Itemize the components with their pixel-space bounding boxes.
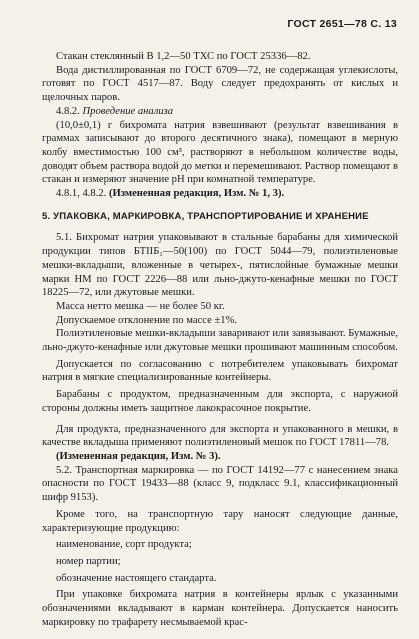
paragraph-export-bags: Для продукта, предназначенного для экспорта и упакованного в мешки, в качестве вкладыша применяют полиэтиленовый мешок по ГОСТ 17811—78. [42,423,398,449]
paragraph-bag-sealing: Полиэтиленовые мешки-вкладыши заваривают или завязывают. Бумажные, льно-джуто-кенафные или джутовые мешки прошивают машинным способом. [42,328,398,354]
paragraph-mass-tolerance: Допускаемое отклонение по массе ±1%. [56,314,238,326]
subsection-title: Проведение анализа [82,105,174,117]
page-header: ГОСТ 2651—78 С. 13 [287,18,397,30]
subsection-4-8-2 [42,105,398,119]
revision-clauses: 4.8.1, 4.8.2. [56,188,107,200]
paragraph-5-1-packaging: 5.1. Бихромат натрия упаковывают в стальные барабаны для химической продукции типов БТIIБ₁—50(100) по ГОСТ 5044—79, полиэтиленовые мешки-вкладыши, вложенные в четырех-, пятислойные бумажные мешки марки НМ по ГОСТ 2226—88 или льно-джуто-кенафные мешки по ГОСТ 18225—72, или джутовые мешки. [42,232,398,299]
paragraph-containers: Допускается по согласованию с потребителем упаковывать бихромат натрия в мягкие специализированные контейнеры. [42,358,398,384]
revision-text: (Измененная редакция, Изм. № 1, 3). [108,188,285,200]
paragraph-container-label: При упаковке бихромата натрия в контейнеры ярлык с указанными обозначениями вкладывают в карман контейнера. Допускается наносить маркировку по трафарету несмываемой крас- [42,589,398,628]
list-item-standard-designation: обозначение настоящего стандарта. [56,572,217,584]
paragraph-marking-data: Кроме того, на транспортную тару наносят следующие данные, характеризующие продукцию: [42,508,398,534]
revision-note-4-8 [42,187,398,201]
revision-note-5-1: (Измененная редакция, Изм. № 3). [56,450,221,462]
paragraph-export-drums: Барабаны с продуктом, предназначенным для экспорта, с наружной стороны должны иметь защитное лакокрасочное покрытие. [42,389,398,414]
paragraph-analysis-procedure: (10,0±0,1) г бихромата натрия взвешивают (результат взвешивания в граммах записывают до второго десятичного знака), помещают в мерную колбу вместимостью 100 см³, растворяют в небольшом количестве воды, доводят объем раствора водой до метки и перемешивают. Раствор помещают в стакан и измеряют значение рН при комнатной температуре. [42,119,398,186]
paragraph-5-2-marking: 5.2. Транспортная маркировка — по ГОСТ 14192—77 с нанесением знака опасности по ГОСТ 19433—88 (класс 9, подкласс 9.1, классификационный шифр 9153). [42,464,398,504]
list-item-batch-number: номер партии; [56,555,121,567]
paragraph-glass-beaker: Стакан стеклянный В 1,2—50 ТХС по ГОСТ 25336—82. [56,51,311,62]
paragraph-distilled-water: Вода дистиллированная по ГОСТ 6709—72, не содержащая углекислоты, готовят по ГОСТ 4517—87. Воду следует предохранять от кислых и щелочных паров. [42,64,398,104]
document-body [42,50,398,629]
section-heading-5: 5. УПАКОВКА, МАРКИРОВКА, ТРАНСПОРТИРОВАНИЕ И ХРАНЕНИЕ [42,210,369,222]
list-item-product-name: наименование, сорт продукта; [56,539,192,551]
subsection-number: 4.8.2. [56,105,80,117]
paragraph-net-mass: Масса нетто мешка — не более 50 кг. [56,300,225,312]
